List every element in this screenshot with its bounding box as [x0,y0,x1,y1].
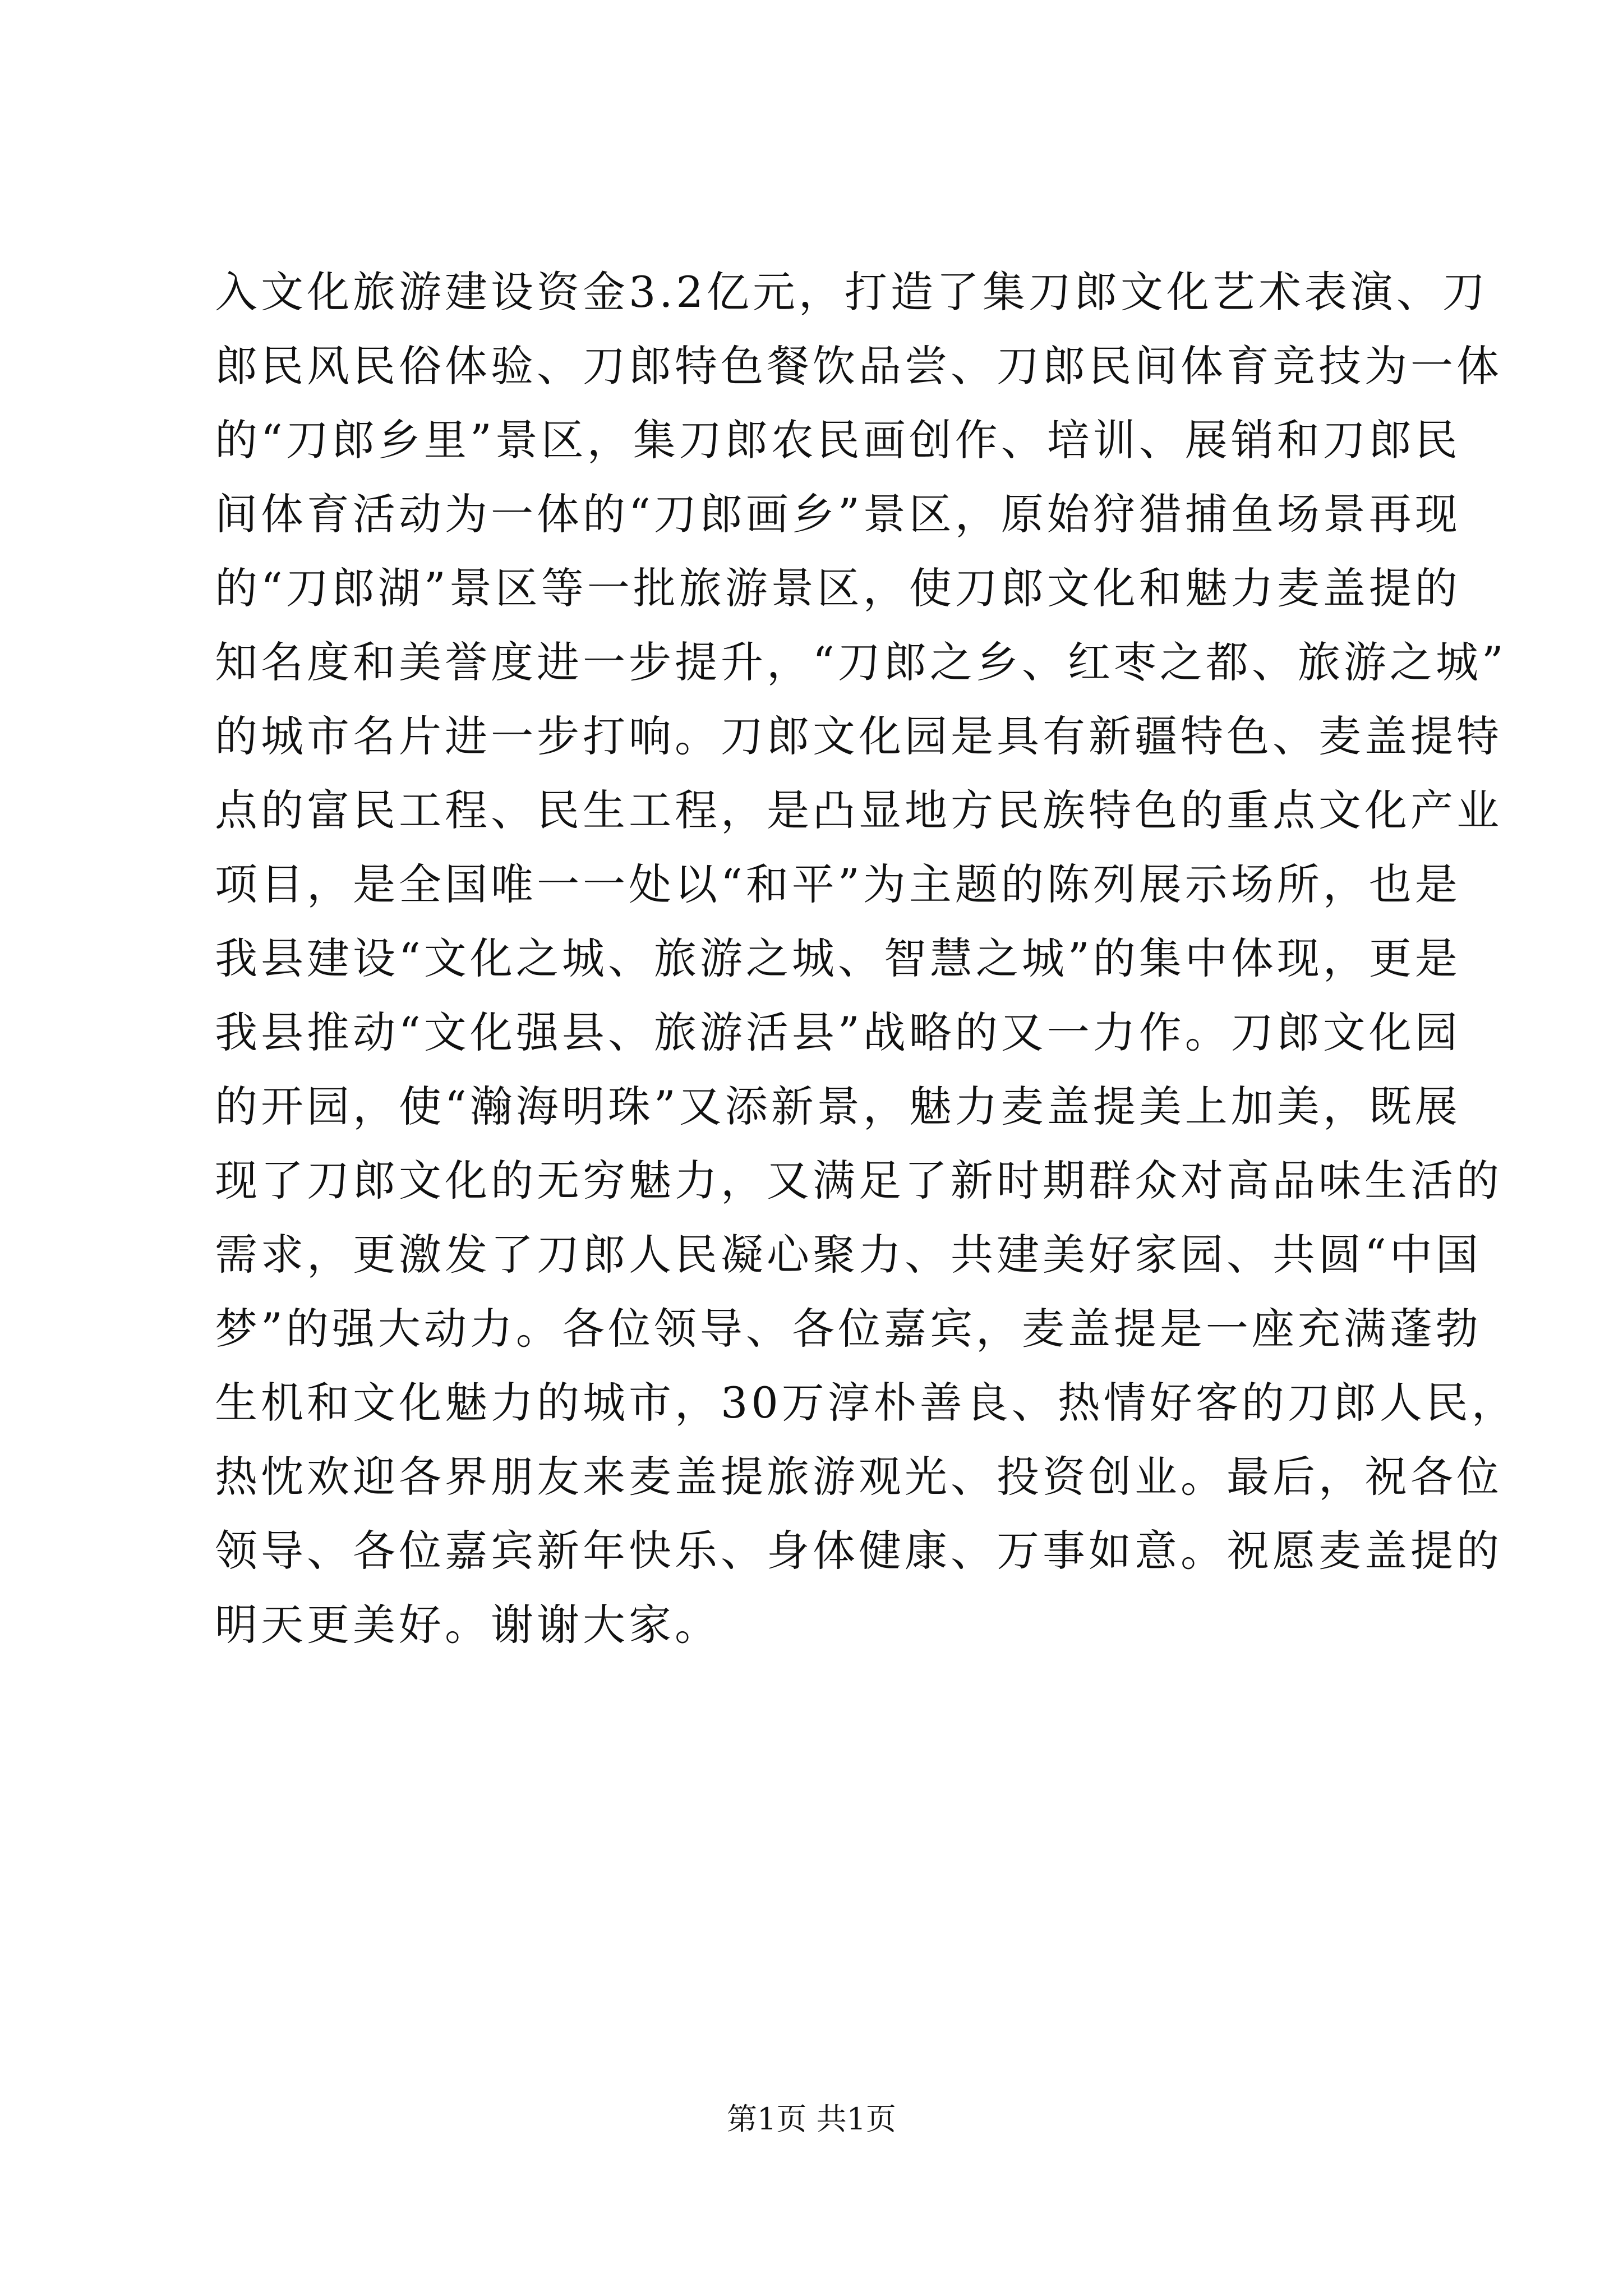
text-line: 我县建设“文化之城、旅游之城、智慧之城”的集中体现，更是 [215,933,1461,983]
text-line: 梦”的强大动力。各位领导、各位嘉宾，麦盖提是一座充满蓬勃 [215,1304,1482,1354]
text-line: 明天更美好。谢谢大家。 [215,1600,721,1650]
body-text [215,255,1518,1662]
text-line: 知名度和美誉度进一步提升，“刀郎之乡、红枣之都、旅游之城” [215,637,1507,687]
text-line: 我县推动“文化强县、旅游活县”战略的又一力作。刀郎文化园 [215,1007,1461,1057]
text-line: 的开园，使“瀚海明珠”又添新景，魅力麦盖提美上加美，既展 [215,1082,1461,1131]
page-footer [0,2097,1623,2142]
text-line: 的城市名片进一步打响。刀郎文化园是具有新疆特色、麦盖提特 [215,711,1502,761]
text-line: 入文化旅游建设资金3.2亿元，打造了集刀郎文化艺术表演、刀 [215,267,1488,317]
text-line: 项目，是全国唯一一处以“和平”为主题的陈列展示场所，也是 [215,859,1461,909]
text-line: 生机和文化魅力的城市，30万淳朴善良、热情好客的刀郎人民， [215,1378,1518,1428]
text-line: 的“刀郎湖”景区等一批旅游景区，使刀郎文化和魅力麦盖提的 [215,563,1461,613]
text-line: 热忱欢迎各界朋友来麦盖提旅游观光、投资创业。最后，祝各位 [215,1452,1502,1502]
text-line: 间体育活动为一体的“刀郎画乡”景区，原始狩猎捕鱼场景再现 [215,489,1461,539]
text-line: 点的富民工程、民生工程，是凸显地方民族特色的重点文化产业 [215,785,1502,835]
page-number-label: 第1页 共1页 [727,2101,896,2137]
text-line: 郎民风民俗体验、刀郎特色餐饮品尝、刀郎民间体育竞技为一体 [215,341,1502,391]
text-line: 现了刀郎文化的无穷魅力，又满足了新时期群众对高品味生活的 [215,1156,1502,1205]
text-line: 的“刀郎乡里”景区，集刀郎农民画创作、培训、展销和刀郎民 [215,415,1461,465]
text-line: 领导、各位嘉宾新年快乐、身体健康、万事如意。祝愿麦盖提的 [215,1526,1502,1576]
text-line: 需求，更激发了刀郎人民凝心聚力、共建美好家园、共圆“中国 [215,1230,1482,1280]
